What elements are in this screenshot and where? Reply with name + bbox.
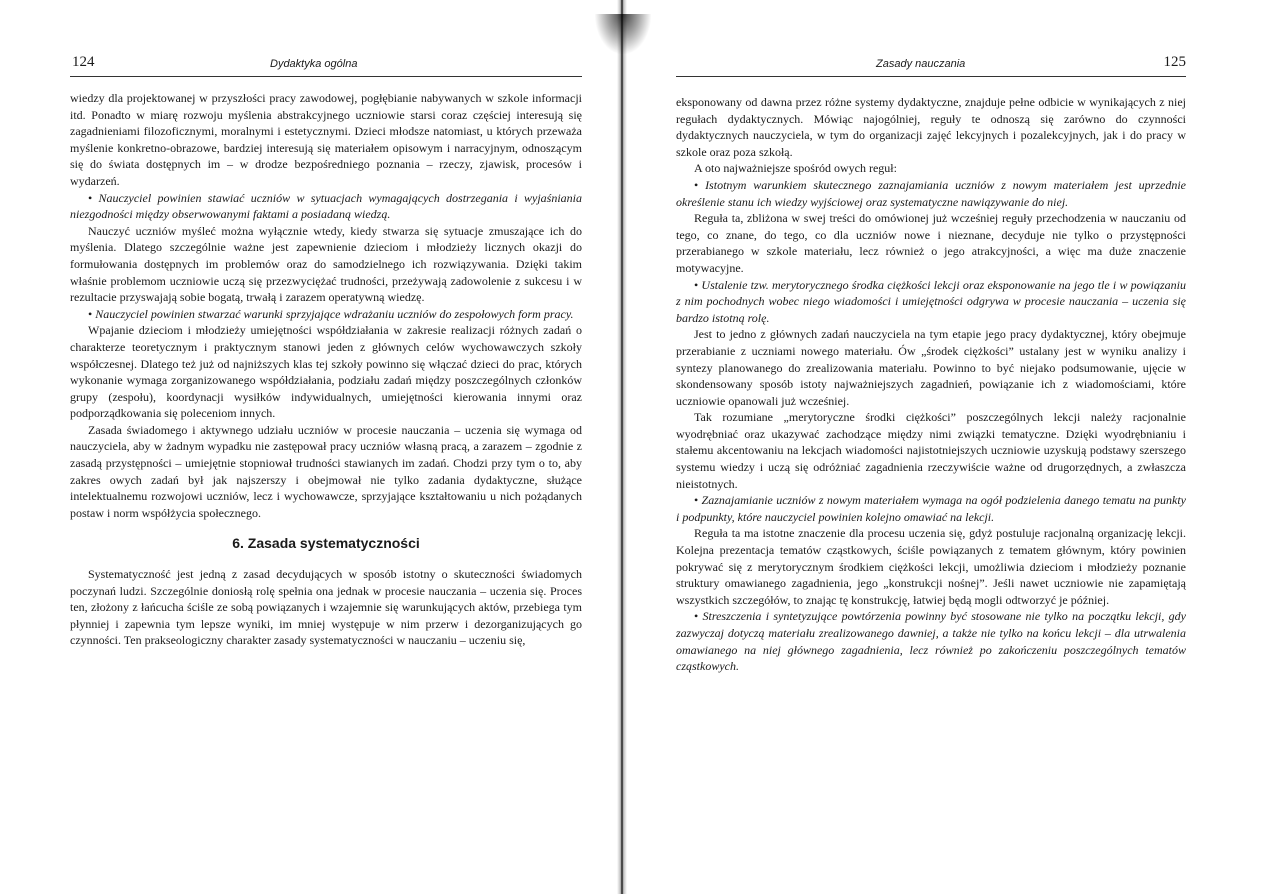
rule-paragraph: • Istotnym warunkiem skutecznego zaznajamiania uczniów z nowym materiałem jest uprzednie określenie stanu ich wiedzy wyjściowej oraz systematyczne nawiązywanie do niej.	[676, 177, 1186, 210]
book-spine	[617, 0, 627, 894]
right-page	[676, 0, 1186, 894]
left-page	[70, 0, 582, 894]
rule-paragraph: • Nauczyciel powinien stwarzać warunki sprzyjające wdrażaniu uczniów do zespołowych form pracy.	[70, 306, 582, 323]
paragraph: Systematyczność jest jedną z zasad decydujących w sposób istotny o skuteczności świadomych poczynań ludzi. Szczególnie doniosłą rolę spełnia ona jednak w procesie nauczania – uczenia się. Proces ten, złożony z łańcucha ściśle ze sobą powiązanych i wzajemnie się warunkujących aktów, przebiega tym płynniej i zapewnia tym lepsze wyniki, im mniej występuje w nim przerw i dezorganizujących go czynności. Ten prakseologiczny charakter zasady systematyczności w nauczaniu – uczeniu się,	[70, 567, 582, 648]
paragraph: Reguła ta, zbliżona w swej treści do omówionej już wcześniej reguły przechodzenia w nauczaniu od tego, co znane, do tego, co dla uczniów nowe i nieznane, decyduje nie tylko o przystępności przerabianego w szkole materiału, lecz również o jego atrakcyjności, a więc ma duże znaczenie motywacyjne.	[676, 211, 1186, 275]
paragraph: A oto najważniejsze spośród owych reguł:	[694, 161, 897, 176]
paragraph: Nauczyć uczniów myśleć można wyłącznie wtedy, kiedy stwarza się sytuacje zmuszające ich do myślenia. Dlatego szczególnie ważne jest zapewnienie dzieciom i młodzieży licznych okazji do formułowania dostępnych im problemów oraz do samodzielnego ich rozwiązywania. Dzięki takim właśnie problemom uczniowie uczą się przezwyciężać trudności, przeżywają zadowolenie z sukcesu i w rezultacie przyswajają sobie bogatą, trwałą i zarazem operatywną wiedzę.	[70, 223, 582, 305]
left-body-text	[70, 90, 582, 649]
running-head-title: Dydaktyka ogólna	[270, 58, 358, 70]
page-number: 124	[72, 54, 95, 70]
rule-paragraph: • Zaznajamianie uczniów z nowym materiałem wymaga na ogół podzielenia danego tematu na punkty i podpunkty, które nauczyciel powinien kolejno omawiać na lekcji.	[676, 492, 1186, 525]
binding-shadow	[595, 14, 651, 54]
page-number: 125	[1163, 54, 1186, 70]
right-running-head	[676, 54, 1186, 77]
paragraph: Reguła ta ma istotne znaczenie dla procesu uczenia się, gdyż postuluje racjonalną organizację lekcji. Kolejna prezentacja tematów cząstkowych, ściśle powiązanych z tematem głównym, który powinien pokrywać się z merytorycznym środkiem ciężkości lekcji, umożliwia dzieciom i młodzieży poznanie struktury omawianego zagadnienia, jego „konstrukcji nośnej”. Jeśli nawet uczniowie nie zapamiętają wszystkich szczegółów, to znając tę konstrukcję, łatwiej będą mogli odtworzyć je później.	[676, 526, 1186, 607]
rule-paragraph: • Nauczyciel powinien stawiać uczniów w sytuacjach wymagających dostrzegania i wyjaśniania niezgodności między obserwowanymi faktami a posiadaną wiedzą.	[70, 190, 582, 223]
paragraph: eksponowany od dawna przez różne systemy dydaktyczne, znajduje pełne odbicie w wynikających z niej regułach dydaktycznych. Mówiąc najogólniej, reguły te odnoszą się zarówno do czynności dydaktycznych nauczyciela, w tym do organizacji zajęć lekcyjnych i pozalekcyjnych, jak i do pracy w szkole oraz poza szkołą.	[676, 95, 1186, 159]
rule-paragraph: • Streszczenia i syntetyzujące powtórzenia powinny być stosowane nie tylko na początku lekcji, gdy zazwyczaj dotyczą materiału zrealizowanego dawniej, a także nie tylko na końcu lekcji – dla utrwalenia omawianego na niej głównego zagadnienia, lecz również po zakończeniu poszczególnych tematów cząstkowych.	[676, 608, 1186, 674]
running-head-title: Zasady nauczania	[876, 58, 966, 70]
right-body-text	[676, 94, 1186, 675]
paragraph: wiedzy dla projektowanej w przyszłości pracy zawodowej, pogłębianie nabywanych w szkole informacji itd. Ponadto w miarę rozwoju myślenia abstrakcyjnego uczniowie starsi coraz częściej interesują się zagadnieniami filozoficznymi, moralnymi i estetycznymi. Dzieci młodsze natomiast, u których przeważa myślenie konkretno-obrazowe, bardziej interesują się materiałem opisowym i narracyjnym, odnoszącym się do świata dostępnych im – w drodze bezpośredniego poznania – rzeczy, zjawisk, procesów i wydarzeń.	[70, 91, 582, 188]
paragraph: Jest to jedno z głównych zadań nauczyciela na tym etapie jego pracy dydaktycznej, który obejmuje przerabianie z uczniami nowego materiału. Ów „środek ciężkości” ustalany jest w wyniku analizy i syntezy planowanego do zrealizowania materiału. Powinno to być niejako podsumowanie, ujęcie w skondensowany sposób istoty najważniejszych zagadnień, powiązanie ich z wiadomościami, które uczniowie opanowali już wcześniej.	[676, 327, 1186, 408]
section-heading: 6. Zasada systematyczności	[232, 535, 420, 552]
paragraph: Wpajanie dzieciom i młodzieży umiejętności współdziałania w zakresie realizacji różnych zadań o charakterze teoretycznym i praktycznym stanowi jeden z głównych celów wychowawczych szkoły współczesnej. Dlatego też już od najniższych klas tej szkoły powinno się włączać dzieci do prac, których wykonanie wymaga zorganizowanego współdziałania, podziału zadań między poszczególnych członków grupy (zespołu), koordynacji wysiłków indywidualnych, umiejętności kierowania innymi oraz podporządkowania się poleceniom innych.	[70, 323, 582, 421]
paragraph: Tak rozumiane „merytoryczne środki ciężkości” poszczególnych lekcji należy racjonalnie wyodrębniać oraz ukazywać zachodzące między nimi związki tematyczne. Dzięki wyodrębnianiu i stałemu akcentowaniu na lekcjach wiadomości najistotniejszych uczniowie uzyskują podstawy szerszego systemu wiedzy i uczą się odróżniać zagadnienia rzeczywiście ważne od drugorzędnych, a zwłaszcza nieistotnych.	[676, 410, 1186, 491]
rule-paragraph: • Ustalenie tzw. merytorycznego środka ciężkości lekcji oraz eksponowanie na jego tle i w powiązaniu z nim pochodnych wobec niego wiadomości i umiejętności odgrywa w procesie nauczania – uczenia się bardzo istotną rolę.	[676, 277, 1186, 327]
left-running-head	[70, 54, 582, 77]
paragraph: Zasada świadomego i aktywnego udziału uczniów w procesie nauczania – uczenia się wymaga od nauczyciela, aby w żadnym wypadku nie zastępował pracy uczniów własną pracą, a zarazem – zgodnie z zasadą przystępności – umiejętnie stopniował trudności stawianych im zadań. Chodzi przy tym o to, aby zakres owych zadań był jak najszerszy i obejmował nie tylko zadania dydaktyczne, służące intelektualnemu rozwojowi uczniów, lecz i wychowawcze, sprzyjające kształtowaniu u nich pożądanych postaw i norm współżycia społecznego.	[70, 422, 582, 520]
